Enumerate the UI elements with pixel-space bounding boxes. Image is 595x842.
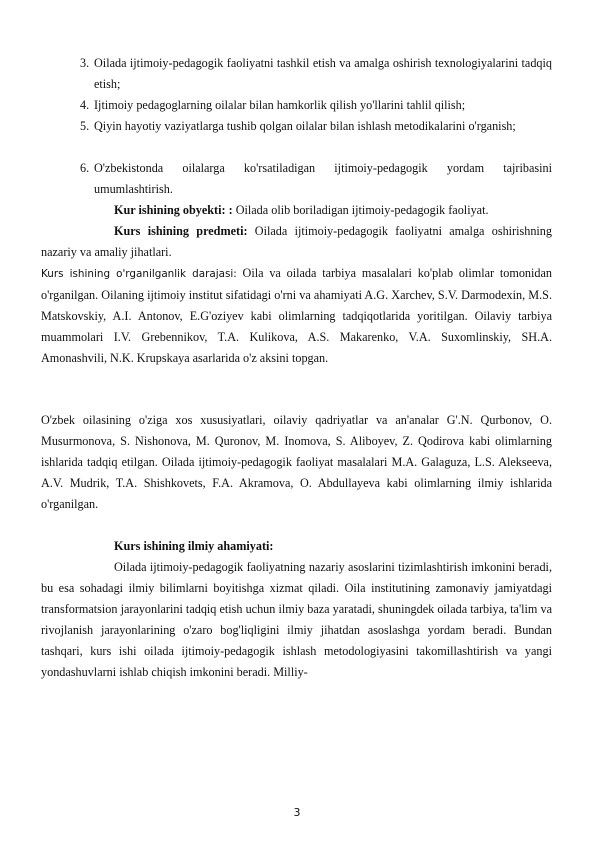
darajasi-label: Kurs ishining o'rganilganlik darajasi: [41,268,237,280]
predmet-label: Kurs ishining predmeti: [114,224,248,238]
obyekt-text: Oilada olib boriladigan ijtimoiy-pedagogik faoliyat. [232,203,489,217]
list-text: O'zbekistonda oilalarga ko'rsatiladigan ijtimoiy-pedagogik yordam tajribasini umumlashtirish. [94,161,552,196]
list-text: Ijtimoiy pedagoglarning oilalar bilan hamkorlik qilish yo'llarini tahlil qilish; [94,98,466,112]
obyekt-label: Kur ishining obyekti: : [114,203,233,217]
obyekt-paragraph [41,200,552,221]
predmet-text: Oilada ijtimoiy-pedagogik faoliyatni amalga oshirishning nazariy va amaliy jihatlari. [41,224,552,259]
list-item [80,95,552,116]
page-number: 3 [293,806,301,819]
list-text: Qiyin hayotiy vaziyatlarga tushib qolgan oilalar bilan ishlash metodikalarini o'rganish; [94,119,516,133]
list-text: Oilada ijtimoiy-pedagogik faoliyatni tashkil etish va amalga oshirish texnologiyalarini tadqiq etish; [94,56,552,91]
list-number: 3. [80,56,90,70]
darajasi-text: Oila va oilada tarbiya masalalari ko'plab olimlar tomonidan o'rganilgan. Oilaning ijtimoiy institut sifatidagi o'rni va ahamiyati A.G. Xarchev, S.V. Darmodexin, M.S. Matskovskiy, A.I. Antonov, E.G'oziyev kabi olimlarning tadqiqotlarida yoritilgan. Oilaviy tarbiya muammolari I.V. Grebennikov, T.A. Kulikova, A.S. Makarenko, V.A. Suxomlinskiy, SH.A. Amonashvili, N.K. Krupskaya asarlarida o'z aksini topgan. [41,266,552,365]
list-number: 5. [80,119,90,133]
list-number: 6. [80,161,90,175]
list-item [80,53,552,95]
darajasi-paragraph [41,263,552,369]
list-item [80,158,552,200]
list-item [80,116,552,137]
list-number: 4. [80,98,90,112]
ozbek-paragraph: O'zbek oilasining o'ziga xos xususiyatlari, oilaviy qadriyatlar va an'analar G'.N. Qurbonov, O. Musurmonova, S. Nishonova, M. Quronov, M. Inomova, S. Aliboyev, Z. Qodirova kabi olimlarning ishlarida tadqiq etilgan. Oilada ijtimoiy-pedagogik faoliyat masalalari M.A. Galaguza, L.S. Alekseeva, A.V. Mudrik, T.A. Shishkovets, F.A. Akramova, O. Abdullayeva kabi olimlarning ilmiy ishlarida o'rganilgan. [41,413,552,511]
ahamiyati-paragraph: Oilada ijtimoiy-pedagogik faoliyatning nazariy asoslarini tizimlashtirish imkonini beradi, bu esa sohadagi ilmiy bilimlarni boyitishga xizmat qiladi. Oila institutining zamonaviy jamiyatdagi transformatsion jarayonlarini tadqiq etish uchun ilmiy baza yaratadi, shuningdek oilada tarbiya, ta'lim va rivojlanish jarayonlarining o'zaro bog'liqligini ilmiy jihatdan asoslashga yordam beradi. Bundan tashqari, kurs ishi oilada ijtimoiy-pedagogik ishlash metodologiyasini takomillashtirish va yangi yondashuvlarni ishlab chiqish imkonini beradi. Milliy- [41,560,552,679]
predmet-paragraph [41,221,552,263]
ahamiyati-heading: Kurs ishining ilmiy ahamiyati: [114,539,274,553]
